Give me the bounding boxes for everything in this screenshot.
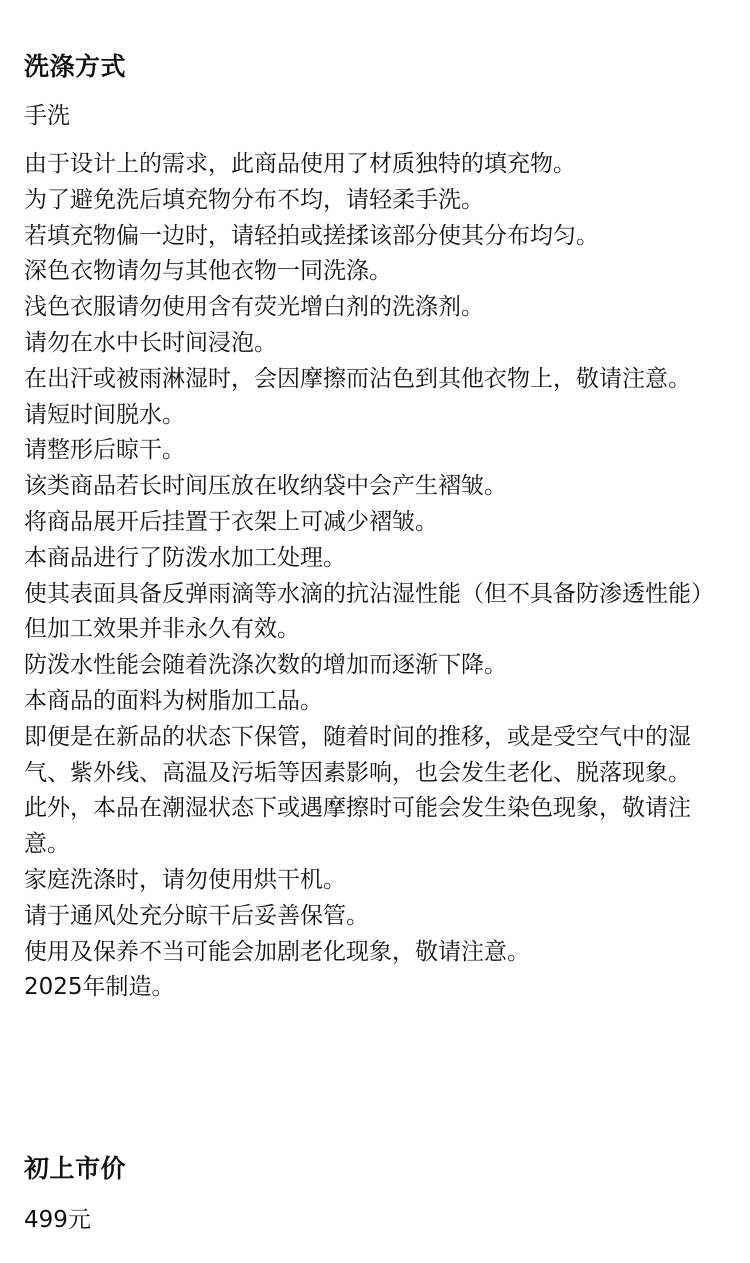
care-note: 请整形后晾干。 <box>24 437 185 464</box>
care-note: 由于设计上的需求，此商品使用了材质独特的填充物。 <box>24 151 576 177</box>
initial-price-title: 初上市价 <box>24 1154 127 1183</box>
care-note: 此外，本品在潮湿状态下或遇摩擦时可能会发生染色现象，敬请注意。 <box>24 795 691 858</box>
care-note: 请勿在水中长时间浸泡。 <box>24 329 277 356</box>
care-note: 家庭洗涤时，请勿使用烘干机。 <box>24 866 346 893</box>
care-note: 为了避免洗后填充物分布不均，请轻柔手洗。 <box>24 186 484 213</box>
care-note: 在出汗或被雨淋湿时，会因摩擦而沾色到其他衣物上，敬请注意。 <box>24 365 691 392</box>
care-note: 浅色衣服请勿使用含有荧光增白剂的洗涤剂。 <box>24 294 484 321</box>
care-note: 该类商品若长时间压放在收纳袋中会产生褶皱。 <box>24 473 507 500</box>
care-note: 请于通风处充分晾干后妥善保管。 <box>24 902 369 929</box>
wash-method-title: 洗涤方式 <box>24 52 127 81</box>
care-note: 若填充物偏一边时，请轻拍或搓揉该部分使其分布均匀。 <box>24 222 599 249</box>
care-note: 深色衣物请勿与其他衣物一同洗涤。 <box>24 258 392 285</box>
care-note: 将商品展开后挂置于衣架上可减少褶皱。 <box>24 508 438 535</box>
care-note: 防泼水性能会随着洗涤次数的增加而逐渐下降。 <box>24 652 507 679</box>
care-note: 本商品进行了防泼水加工处理。 <box>24 544 346 571</box>
care-note: 即便是在新品的状态下保管，随着时间的推移，或是受空气中的湿气、紫外线、高温及污垢等因素影响，也会发生老化、脱落现象。 <box>24 723 691 786</box>
wash-method-value: 手洗 <box>24 103 70 129</box>
care-note: 本商品的面料为树脂加工品。 <box>24 687 323 714</box>
care-note: 请短时间脱水。 <box>24 401 185 428</box>
care-notes-list <box>24 147 727 1006</box>
care-note: 使其表面具备反弹雨滴等水滴的抗沾湿性能（但不具备防渗透性能）但加工效果并非永久有效。 <box>24 580 714 643</box>
care-note: 使用及保养不当可能会加剧老化现象，敬请注意。 <box>24 938 530 965</box>
initial-price-value: 499元 <box>24 1207 91 1233</box>
care-note: 2025年制造。 <box>24 974 175 1001</box>
